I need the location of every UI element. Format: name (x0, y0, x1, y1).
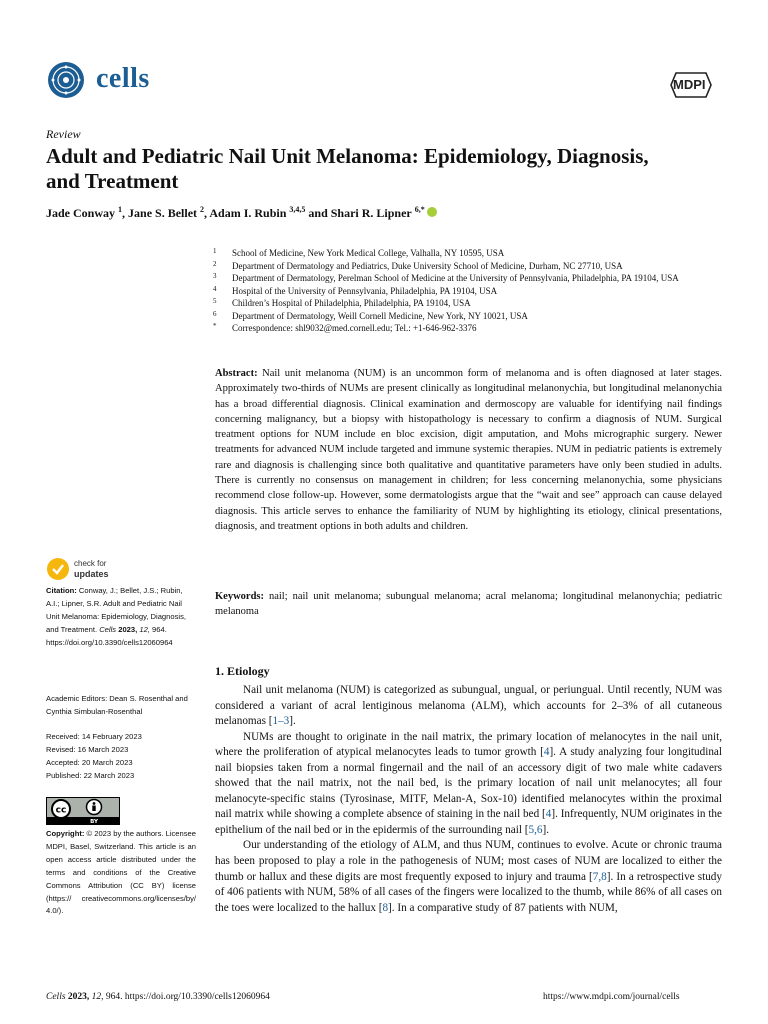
affiliation-text: Children’s Hospital of Philadelphia, Philadelphia, PA 19104, USA (232, 298, 471, 308)
svg-text:BY: BY (90, 819, 98, 825)
citation-year: 2023, (118, 624, 138, 634)
body-text: ]. A study analyzing four longitudinal nail biopsies taken from a normal fingernail and the nail of an accessory digit of two male white cadavers showed that the nail matrix, not the nail bed, is the primary location of nail unit melanocytes; all four melanocyte-specific stains (Tyrosinase, MITF, Melan-A, Sox-10) identified melanocytes within the proximal nail matrix while showing a complete absence of staining in the nail bed [ (215, 746, 722, 821)
citation-link[interactable]: 7,8 (592, 870, 607, 883)
citation-link[interactable]: 4 (543, 746, 550, 759)
body-text: ]. In a retrospective study of 406 patients with NUM, 58% of all cases of the fingers were localized to the thumb, while 86% of all cases on the toes were localized to the hallux [ (215, 870, 722, 914)
section-body (215, 683, 722, 916)
copyright-text: © 2023 by the authors. Licensee MDPI, Basel, Switzerland. This article is an open access article distributed under the terms and conditions of the Creative Commons Attribution (CC BY) license (https:// creativecommons.org/licenses/by/ 4.0/). (46, 829, 196, 916)
academic-editors: Academic Editors: Dean S. Rosenthal and Cynthia Simbulan-Rosenthal (46, 694, 188, 716)
abstract (215, 366, 722, 534)
affiliation-number: 2 (213, 259, 217, 268)
citation-link[interactable]: 1–3 (272, 715, 290, 728)
citation-link[interactable]: 8 (382, 901, 389, 914)
body-text: Nail unit melanoma (NUM) is categorized as subungual, ungual, or periungual. Until recently, NUM was considered a variant of acral lentiginous melanoma (ALM), which accounts for 2–3% of all cutaneous melanomas [ (215, 684, 722, 728)
affiliation-item (213, 310, 733, 323)
affiliation-text: School of Medicine, New York Medical College, Valhalla, NY 10595, USA (232, 248, 505, 258)
footer-year: 2023, (67, 992, 90, 1002)
section-heading: 1. Etiology (215, 664, 270, 678)
footer-citation (46, 992, 270, 1002)
citation-block (46, 585, 196, 650)
body-paragraph (215, 838, 722, 916)
mdpi-logo (665, 70, 717, 105)
citation-doi[interactable]: 964. https://doi.org/10.3390/cells12060964 (46, 624, 173, 647)
author-affiliation-sup: 3,4,5 (289, 205, 306, 214)
body-text: ]. (542, 823, 550, 836)
citation-link[interactable]: 4 (545, 808, 552, 821)
check-updates-line2: updates (74, 569, 109, 579)
correspondence-text: Correspondence: shl9032@med.cornell.edu; Tel.: +1-646-962-3376 (232, 323, 477, 333)
author-name: Jane S. Bellet (128, 206, 198, 220)
publication-dates (46, 731, 196, 783)
check-updates-line1: check for (74, 559, 107, 568)
citation-volume: 12, (139, 624, 150, 634)
author-name: Jade Conway (46, 206, 116, 220)
affiliations (213, 247, 733, 335)
body-text: NUMs are thought to originate in the nail matrix, the primary location of melanocytes in the nail unit, where the proliferation of atypical melanocytes leads to tumor growth [ (215, 730, 722, 759)
citation-text: Conway, J.; Bellet, J.S.; Rubin, A.I.; Lipner, S.R. Adult and Pediatric Nail Unit Melanoma: Epidemiology, Diagnosis, and Treatment. (46, 586, 186, 634)
check-for-updates-button[interactable] (46, 557, 196, 583)
citation-label: Citation: (46, 586, 77, 595)
affiliation-item (213, 272, 733, 285)
author-name: Adam I. Rubin (209, 206, 287, 220)
received-date: Received: 14 February 2023 (46, 732, 142, 741)
affiliation-number: 4 (213, 284, 217, 293)
check-updates-icon (46, 557, 70, 581)
affiliation-number: 3 (213, 272, 217, 280)
keywords-label: Keywords: (215, 591, 264, 602)
affiliation-number: 5 (213, 297, 217, 305)
affiliation-item (213, 260, 733, 273)
body-text: ]. In a comparative study of 87 patients with NUM, (388, 901, 618, 914)
author-affiliation-sup: 6,* (414, 205, 425, 214)
orcid-icon[interactable] (427, 207, 437, 217)
abstract-label: Abstract: (215, 368, 258, 379)
affiliation-number: 1 (213, 247, 217, 255)
affiliation-text: Department of Dermatology, Perelman School of Medicine at the University of Pennsylvania, Philadelphia, PA 19104, USA (232, 273, 679, 283)
affiliation-item (213, 247, 733, 260)
affiliation-item (213, 285, 733, 298)
copyright-label: Copyright: (46, 829, 85, 838)
cc-by-license-icon[interactable] (46, 797, 120, 825)
body-paragraph (215, 683, 722, 730)
affiliation-text: Hospital of the University of Pennsylvania, Philadelphia, PA 19104, USA (232, 285, 498, 296)
body-text: ]. Infrequently, NUM originates in the epithelium of the nail bed or in the epidermis of the surrounding nail [ (215, 808, 722, 836)
affiliation-number: * (213, 322, 217, 330)
footer-journal: Cells (46, 992, 66, 1002)
affiliation-text: Department of Dermatology and Pediatrics, Duke University School of Medicine, Durham, NC 27710, USA (232, 260, 623, 271)
body-paragraph (215, 730, 722, 839)
published-date: Published: 22 March 2023 (46, 770, 135, 780)
accepted-date: Accepted: 20 March 2023 (46, 757, 133, 767)
svg-text:cc: cc (55, 805, 67, 816)
journal-name: cells (96, 63, 150, 94)
copyright-notice (46, 828, 196, 918)
citation-journal: Cells (99, 624, 117, 634)
author-name: Shari R. Lipner (330, 206, 412, 220)
footer-doi[interactable]: 964. https://doi.org/10.3390/cells12060964 (105, 992, 270, 1002)
body-text: ]. (289, 715, 296, 728)
keywords-text: nail; nail unit melanoma; subungual melanoma; acral melanoma; longitudinal melanonychia; pediatric melanoma (215, 591, 722, 618)
footer-volume: 12, (91, 992, 104, 1002)
author-affiliation-sup: 2 (200, 205, 205, 214)
affiliation-item (213, 297, 733, 310)
affiliation-number: 6 (213, 309, 217, 318)
affiliation-text: Department of Dermatology, Weill Cornell Medicine, New York, NY 10021, USA (232, 310, 528, 321)
author-affiliation-sup: 1 (118, 205, 123, 214)
keywords (215, 589, 722, 620)
revised-date: Revised: 16 March 2023 (46, 744, 129, 754)
body-text: Our understanding of the etiology of ALM, and thus NUM, continues to evolve. Acute or chronic trauma has been proposed to play a role in the pathogenesis of NUM; most cases of NUM are localized to either the thumb or hallux and these digits are most frequently exposed to injury and trauma [ (215, 839, 722, 883)
paper-title: Adult and Pediatric Nail Unit Melanoma: Epidemiology, Diagnosis, and Treatment (46, 144, 649, 193)
correspondence-item (213, 322, 733, 335)
cells-journal-logo-icon (46, 60, 86, 100)
footer-journal-url[interactable]: https://www.mdpi.com/journal/cells (543, 992, 680, 1002)
article-type: Review (46, 127, 81, 141)
abstract-text: Nail unit melanoma (NUM) is an uncommon form of melanoma and is often diagnosed at later stages. Approximately two-thirds of NUMs are present clinically as longitudinal melanonychia, but longitudinal melanonychia has a broad differential diagnosis. Clinical examination and dermoscopy are valuable for identifying nail findings concerning malignancy, but a biopsy with histopathology is necessary to confirm a diagnosis of NUM. Surgical treatment options for NUM include en bloc excision, digit amputation, and Mohs micrographic surgery. Newer treatments for advanced NUM include targeted and immune systemic therapies. NUM in pediatric patients is extremely rare and diagnosis is challenging since both qualitative and quantitative parameters have only been studied in adults. There is currently no consensus on management in children; for less concerning melanonychia, some physicians recommend close follow-up. However, some dermatologists argue that the “wait and see” approach can cause delayed diagnosis. This article serves to enhance the familiarity of NUM by highlighting its etiology, clinical presentations, diagnosis, and treatment options in both adults and children. (215, 368, 723, 532)
citation-link[interactable]: 5,6 (528, 823, 543, 836)
publisher-name: MDPI (673, 77, 706, 92)
author-list: Jade Conway $^1$, Jane S. Bellet $^2$, Adam I. Rubin $^{3,4,5}$ and Shari R. Lipner $^{6,*}$ (46, 205, 437, 221)
